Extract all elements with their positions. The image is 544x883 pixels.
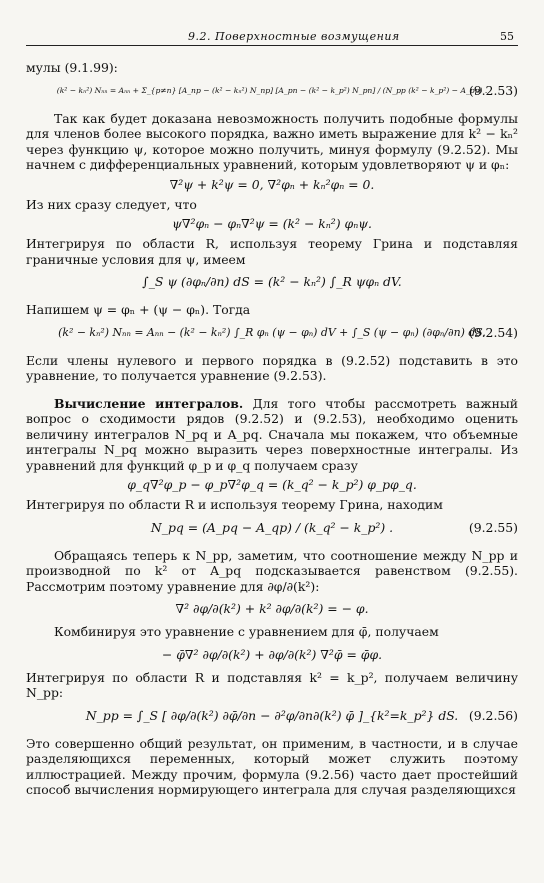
equation [26,477,518,493]
equation-9-2-53 [26,83,518,99]
equation [26,177,518,193]
equation [26,216,518,232]
equation-body: N_pp = ∫_S [ ∂φ/∂(k²) ∂φ̄/∂n − ∂²φ/∂n∂(k²) φ̄ ]_{k²=k_p²} dS. [85,707,459,723]
paragraph-text: Для того чтобы рассмотреть важный вопрос о сходимости рядов (9.2.52) и (9.2.53), необходимо оценить величину интегралов N_pq и A_pq. Сначала мы покажем, что объемные интегралы N_pq можно выразить через поверхностные интегралы. Из уравнений для функций φ_p и φ_q получаем сразу [26,395,518,473]
equation-body: ψ∇²φₙ − φₙ∇²ψ = (k² − kₙ²) φₙψ. [172,216,372,231]
paragraph: Это совершенно общий результат, он применим, в частности, и в случае разделяющихся переменных, который может служить поэтому иллюстрацией. Между прочим, формула (9.2.56) часто дает простейший способ вычисления нормирующего интеграла для случая разделяющихся [26,735,518,797]
running-header [26,30,518,46]
equation-body: ∇² ∂φ/∂(k²) + k² ∂φ/∂(k²) = − φ. [175,601,369,616]
equation [26,601,518,617]
equation [26,647,518,663]
paragraph: Если члены нулевого и первого порядка в (9.2.52) подставить в это уравнение, то получается уравнение (9.2.53). [26,352,518,383]
paragraph: Обращаясь теперь к N_pp, заметим, что соотношение между N_pp и производной по k² от A_pq подсказывается равенством (9.2.55). Рассмотрим поэтому уравнение для ∂φ/∂(k²): [26,547,518,594]
equation-9-2-55 [26,520,518,536]
equation-body: − φ̄∇² ∂φ/∂(k²) + ∂φ/∂(k²) ∇²φ̄ = φ̄φ. [161,646,383,662]
equation-body: ∇²ψ + k²ψ = 0, ∇²φₙ + kₙ²φₙ = 0. [169,176,375,192]
equation-9-2-54 [26,325,518,341]
subsection-heading: Вычисление интегралов. [54,395,244,411]
section-title: 9.2. Поверхностные возмущения [188,30,400,43]
paragraph: Комбинируя это уравнение с уравнением для φ̄, получаем [54,624,439,639]
equation-number: (9.2.56) [468,707,518,723]
equation-number: (9.2.53) [468,82,518,98]
equation-body: ∫_S ψ (∂φₙ/∂n) dS = (k² − kₙ²) ∫_R ψφₙ dV. [142,274,402,289]
paragraph: Интегрируя по области R и подставляя k² = k_p², получаем величину N_pp: [26,669,518,700]
equation-9-2-56 [26,708,518,724]
paragraph: Из них сразу следует, что [26,196,197,212]
equation-number: (9.2.55) [468,519,518,535]
equation-body: φ_q∇²φ_p − φ_p∇²φ_q = (k_q² − k_p²) φ_pφ_q. [127,477,417,492]
paragraph: Напишем ψ = φₙ + (ψ − φₙ). Тогда [26,302,251,317]
equation [26,274,518,290]
equation-body: (k² − kₙ²) Nₙₙ = Aₙₙ + Σ_{p≠n} [A_np − (k² − kₙ²) N_np] [A_pn − (k² − k_p²) N_pn] / (N_pp (k² − k_p²) − A_pp) . [56,85,488,95]
paragraph: мулы (9.1.99): [26,60,118,75]
paragraph: Так как будет доказана невозможность получить подобные формулы для членов более высокого порядка, важно иметь выражение для k² − kₙ² через функцию ψ, которое можно получить, минуя формулу (9.2.52). Мы начнем с дифференциальных уравнений, которым удовлетворяют ψ и φₙ: [26,110,518,172]
paragraph [26,396,518,474]
equation-number: (9.2.54) [468,324,518,340]
paragraph: Интегрируя по области R и используя теорему Грина, находим [26,497,443,512]
equation-body: (k² − kₙ²) Nₙₙ = Aₙₙ − (k² − kₙ²) ∫_R φₙ (ψ − φₙ) dV + ∫_S (ψ − φₙ) (∂φₙ/∂n) dS. [58,325,486,339]
page-number: 55 [500,30,514,43]
equation-body: N_pq = (A_pq − A_qp) / (k_q² − k_p²) . [150,519,394,535]
paragraph: Интегрируя по области R, используя теорему Грина и подставляя граничные условия для ψ, имеем [26,236,518,267]
